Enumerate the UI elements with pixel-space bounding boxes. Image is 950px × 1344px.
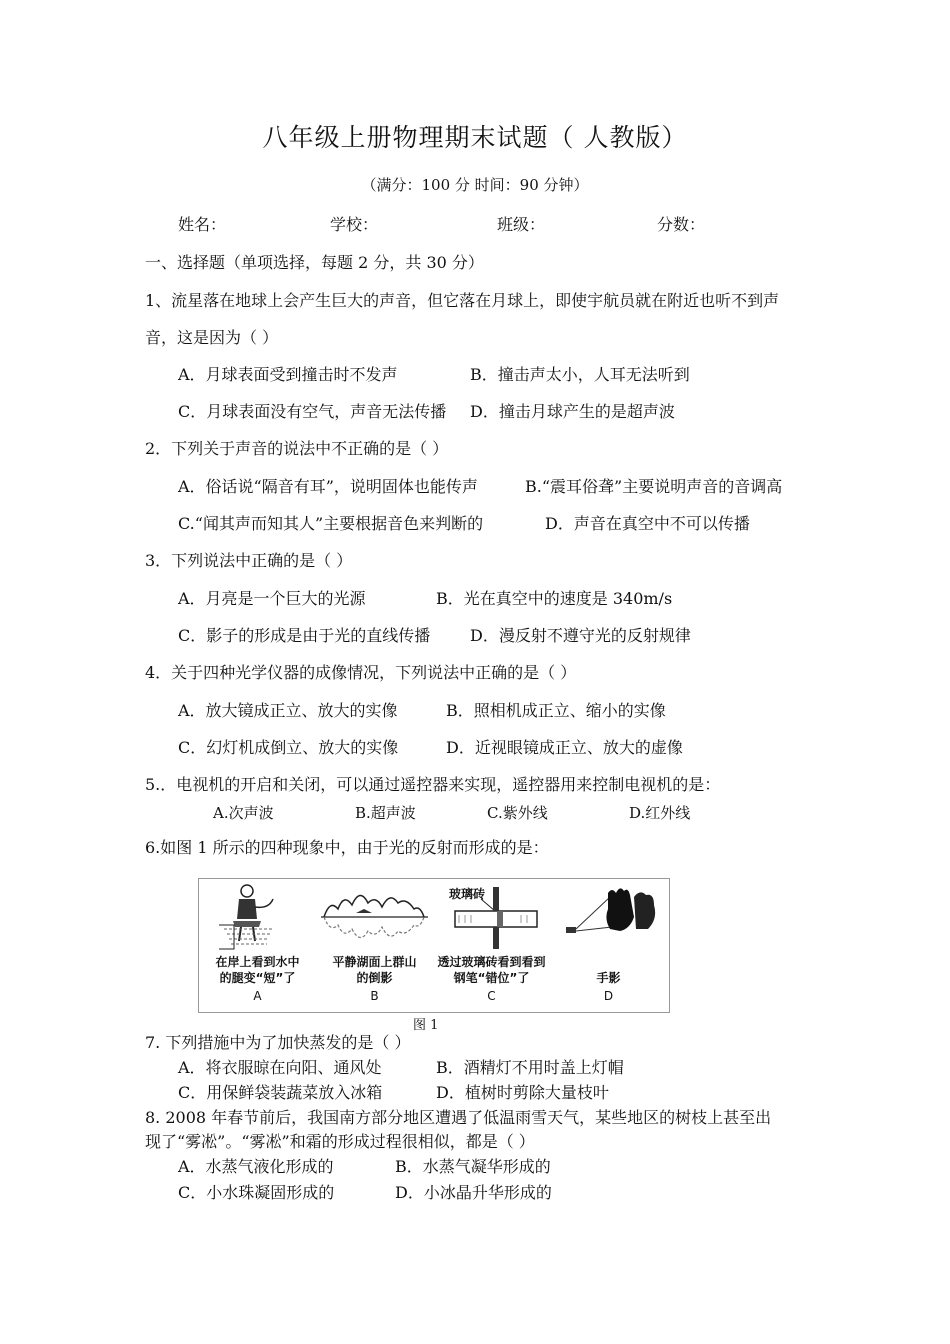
section-heading: 一、选择题（单项选择，每题 2 分，共 30 分）: [145, 253, 484, 272]
q1-option-b: B．撞击声太小，人耳无法听到: [470, 365, 690, 384]
question-7-stem: 7. 下列措施中为了加快蒸发的是（ ）: [145, 1033, 411, 1052]
page-title: 八年级上册物理期末试题（ 人教版）: [262, 123, 688, 152]
q3-option-a: A．月亮是一个巨大的光源: [178, 589, 366, 608]
question-1-line2: 音，这是因为（ ）: [145, 328, 279, 347]
panel-d-caption-1: 手影: [596, 971, 621, 985]
question-1-line1: 1、流星落在地球上会产生巨大的声音，但它落在月球上，即使宇航员就在附近也听不到声: [145, 291, 780, 310]
q2-option-a: A．俗话说“隔音有耳”，说明固体也能传声: [178, 477, 478, 496]
q3-option-b: B．光在真空中的速度是 340m/s: [436, 589, 673, 608]
question-4-stem: 4．关于四种光学仪器的成像情况，下列说法中正确的是（ ）: [145, 663, 577, 682]
exam-subtitle: （满分：100 分 时间：90 分钟）: [361, 176, 589, 194]
q2-option-d: D．声音在真空中不可以传播: [545, 514, 750, 533]
q1-option-c: C．月球表面没有空气，声音无法传播: [178, 402, 447, 421]
mountain-reflection-illustration: [316, 879, 433, 954]
q2-option-c: C.“闻其声而知其人”主要根据音色来判断的: [178, 514, 484, 533]
q3-option-d: D．漫反射不遵守光的反射规律: [470, 626, 691, 645]
q1-option-a: A．月球表面受到撞击时不发声: [178, 365, 398, 384]
panel-c-caption-2: 钢笔“错位”了: [453, 971, 530, 985]
figure-panel-d: [550, 879, 667, 1012]
glass-brick-label: 玻璃砖: [448, 887, 485, 901]
panel-d-letter: D: [603, 989, 614, 1003]
q2-option-b: B.“震耳俗聋”主要说明声音的音调高: [525, 477, 783, 496]
figure-panel-b: [316, 879, 433, 1012]
q5-option-d: D.红外线: [629, 804, 691, 822]
figure-panel-a: [199, 879, 316, 1012]
panel-b-caption-1: 平静湖面上群山: [332, 955, 417, 969]
class-label: 班级：: [497, 215, 546, 234]
question-8-line1: 8. 2008 年春节前后，我国南方部分地区遭遇了低温雨雪天气，某些地区的树枝上甚至出: [145, 1108, 772, 1127]
q4-option-b: B．照相机成正立、缩小的实像: [446, 701, 666, 720]
q7-option-b: B．酒精灯不用时盖上灯帽: [436, 1058, 624, 1077]
q7-option-c: C．用保鲜袋装蔬菜放入冰箱: [178, 1083, 383, 1102]
leg-in-water-illustration: [199, 879, 316, 954]
hand-shadow-illustration: [550, 879, 667, 954]
question-8-line2: 现了“雾凇”。“雾凇”和霜的形成过程很相似，都是（ ）: [145, 1132, 535, 1151]
figure-panel-c: [433, 879, 550, 1012]
q1-option-d: D．撞击月球产生的是超声波: [470, 402, 675, 421]
q8-option-d: D．小冰晶升华形成的: [395, 1183, 552, 1202]
figure-1-caption: 图 1: [413, 1018, 439, 1033]
panel-a-caption-1: 在岸上看到水中: [215, 955, 300, 969]
q5-option-b: B.超声波: [355, 804, 416, 822]
name-label: 姓名：: [178, 215, 227, 234]
q3-option-c: C．影子的形成是由于光的直线传播: [178, 626, 431, 645]
panel-b-letter: B: [370, 989, 379, 1003]
q4-option-d: D．近视眼镜成正立、放大的虚像: [446, 738, 683, 757]
q7-option-a: A．将衣服晾在向阳、通风处: [178, 1058, 382, 1077]
glass-brick-pen-illustration: [433, 879, 550, 954]
q4-option-c: C．幻灯机成倒立、放大的实像: [178, 738, 399, 757]
figure-1: [198, 878, 670, 1013]
panel-a-caption-2: 的腿变“短”了: [219, 971, 296, 985]
q8-option-c: C．小水珠凝固形成的: [178, 1183, 335, 1202]
q4-option-a: A．放大镜成正立、放大的实像: [178, 701, 398, 720]
q5-option-a: A.次声波: [213, 804, 274, 822]
q5-option-c: C.紫外线: [487, 804, 548, 822]
question-2-stem: 2．下列关于声音的说法中不正确的是（ ）: [145, 439, 449, 458]
q8-option-a: A．水蒸气液化形成的: [178, 1157, 334, 1176]
panel-c-caption-1: 透过玻璃砖看到看到: [437, 955, 546, 969]
score-label: 分数：: [657, 215, 706, 234]
panel-a-letter: A: [253, 989, 262, 1003]
question-6-stem: 6.如图 1 所示的四种现象中，由于光的反射而形成的是：: [145, 838, 549, 857]
question-3-stem: 3．下列说法中正确的是（ ）: [145, 551, 353, 570]
panel-c-letter: C: [487, 989, 496, 1003]
q7-option-d: D．植树时剪除大量枝叶: [436, 1083, 609, 1102]
panel-b-caption-2: 的倒影: [356, 971, 393, 985]
q8-option-b: B．水蒸气凝华形成的: [395, 1157, 551, 1176]
question-5-stem: 5.．电视机的开启和关闭，可以通过遥控器来实现，遥控器用来控制电视机的是：: [145, 775, 721, 794]
school-label: 学校：: [330, 215, 379, 234]
